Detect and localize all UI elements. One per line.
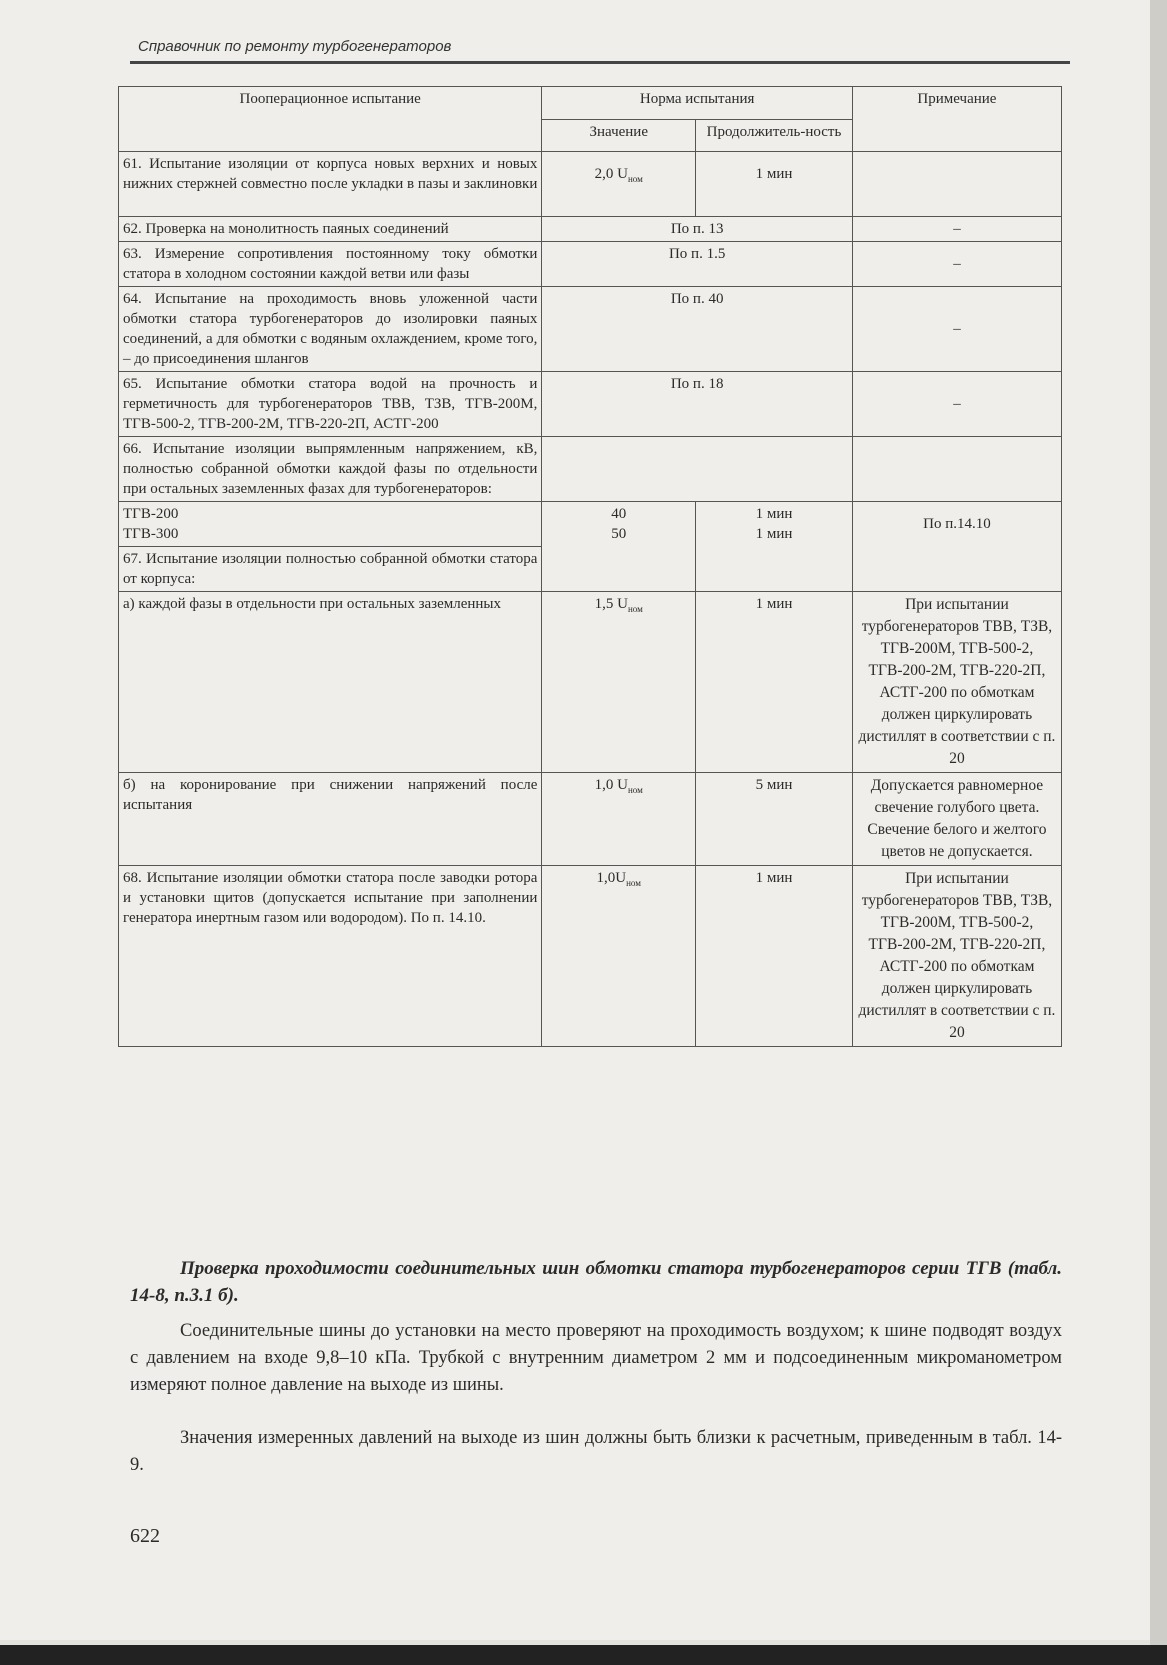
paragraph: Соединительные шины до установки на место проверяют на проходимость воздухом; к шине подводят воздух с давлением на входе 9,8–10 кПа. Трубкой с внутренним диаметром 2 мм и подсоединенным микроманометром измеряют полное давление на выходе из шины. — [130, 1321, 1062, 1395]
duration-cell: 1 мин — [696, 152, 853, 217]
test-norms-table — [118, 86, 1062, 1047]
op-cell: 65. Испытание обмотки статора водой на прочность и герметичность для турбогенераторов ТВВ, ТЗВ, ТГВ-200М, ТГВ-500-2, ТГВ-200-2М, ТГВ-220-2П, АСТГ-200 — [119, 372, 542, 437]
table-row — [119, 437, 1062, 502]
op-cell: б) на коронирование при снижении напряжений после испытания — [119, 773, 542, 866]
op-cell: 61. Испытание изоляции от корпуса новых верхних и новых нижних стержней совместно после укладки в пазы и заклиновки — [119, 152, 542, 217]
op-cell: а) каждой фазы в отдельности при остальных заземленных — [119, 592, 542, 773]
note-cell: – — [852, 217, 1061, 242]
table-row — [119, 152, 1062, 217]
op-cell: 64. Испытание на проходимость вновь уложенной части обмотки статора турбогенераторов до изолировки паяных соединений, а для обмотки с водяным охлаждением, кроме того, – до присоединения шлангов — [119, 287, 542, 372]
op-cell — [119, 502, 542, 547]
norm-cell: По п. 18 — [542, 372, 853, 437]
note-cell — [852, 152, 1061, 217]
table-row — [119, 502, 1062, 547]
note-cell: При испытании турбогенераторов ТВВ, ТЗВ, ТГВ-200М, ТГВ-500-2, ТГВ-200-2М, ТГВ-220-2П, АСТГ-200 по обмоткам должен циркулировать дистиллят в соответствии с п. 20 — [852, 866, 1061, 1047]
duration-cell: 5 мин — [696, 773, 853, 866]
header-note: Примечание — [852, 87, 1061, 152]
value-cell: 1,0 $U_{ном}$ — [542, 773, 696, 866]
op-cell: 62. Проверка на монолитность паяных соединений — [119, 217, 542, 242]
note-cell — [852, 437, 1061, 502]
header-duration: Продолжитель-ность — [696, 119, 853, 152]
table-row — [119, 592, 1062, 773]
section-title: Проверка проходимости соединительных шин обмотки статора турбогенераторов серии ТГВ (табл. 14-8, п.3.1 б). — [130, 1258, 1062, 1306]
note-cell: По п.14.10 — [852, 502, 1061, 592]
duration-cell: 1 мин 1 мин — [696, 502, 853, 592]
note-cell: – — [852, 372, 1061, 437]
norm-cell: По п. 40 — [542, 287, 853, 372]
sub-item: ТГВ-300 — [123, 526, 179, 542]
sub-item: ТГВ-200 — [123, 506, 179, 522]
op-cell: 68. Испытание изоляции обмотки статора после заводки ротора и установки щитов (допускается испытание при заполнении генератора инертным газом или водородом). По п. 14.10. — [119, 866, 542, 1047]
header-operation: Пооперационное испытание — [119, 87, 542, 152]
note-cell: – — [852, 242, 1061, 287]
table-row — [119, 217, 1062, 242]
value-cell: 40 50 — [542, 502, 696, 592]
header-rule — [130, 61, 1070, 64]
note-cell: – — [852, 287, 1061, 372]
value-cell: 1,5 $U_{ном}$ — [542, 592, 696, 773]
page-number: 622 — [130, 1525, 160, 1547]
norm-cell: По п. 13 — [542, 217, 853, 242]
table-row — [119, 242, 1062, 287]
header-norm: Норма испытания — [542, 87, 853, 120]
norm-cell: По п. 1.5 — [542, 242, 853, 287]
note-cell: Допускается равномерное свечение голубого цвета. Свечение белого и желтого цветов не допускается. — [852, 773, 1061, 866]
op-cell: 67. Испытание изоляции полностью собранной обмотки статора от корпуса: — [119, 547, 542, 592]
note-cell: При испытании турбогенераторов ТВВ, ТЗВ, ТГВ-200М, ТГВ-500-2, ТГВ-200-2М, ТГВ-220-2П, АСТГ-200 по обмоткам должен циркулировать дистиллят в соответствии с п. 20 — [852, 592, 1061, 773]
scan-edge-right — [1150, 0, 1167, 1665]
table-row — [119, 773, 1062, 866]
table-header-row — [119, 87, 1062, 120]
duration-cell: 1 мин — [696, 866, 853, 1047]
norm-cell — [542, 437, 853, 502]
running-head: Справочник по ремонту турбогенераторов — [138, 38, 452, 55]
op-cell: 63. Измерение сопротивления постоянному току обмотки статора в холодном состоянии каждой ветви или фазы — [119, 242, 542, 287]
value-cell: 2,0 $U_{ном}$ — [542, 152, 696, 217]
table-row — [119, 287, 1062, 372]
duration-cell: 1 мин — [696, 592, 853, 773]
table-row — [119, 866, 1062, 1047]
header-value: Значение — [542, 119, 696, 152]
table-row — [119, 372, 1062, 437]
value-cell: $1,0U_{ном}$ — [542, 866, 696, 1047]
paragraph: Значения измеренных давлений на выходе из шин должны быть близки к расчетным, приведенным в табл. 14-9. — [130, 1428, 1062, 1475]
scan-edge-bottom — [0, 1645, 1167, 1665]
op-cell: 66. Испытание изоляции выпрямленным напряжением, кВ, полностью собранной обмотки каждой фазы по отдельности при остальных заземленных фазах для турбогенераторов: — [119, 437, 542, 502]
